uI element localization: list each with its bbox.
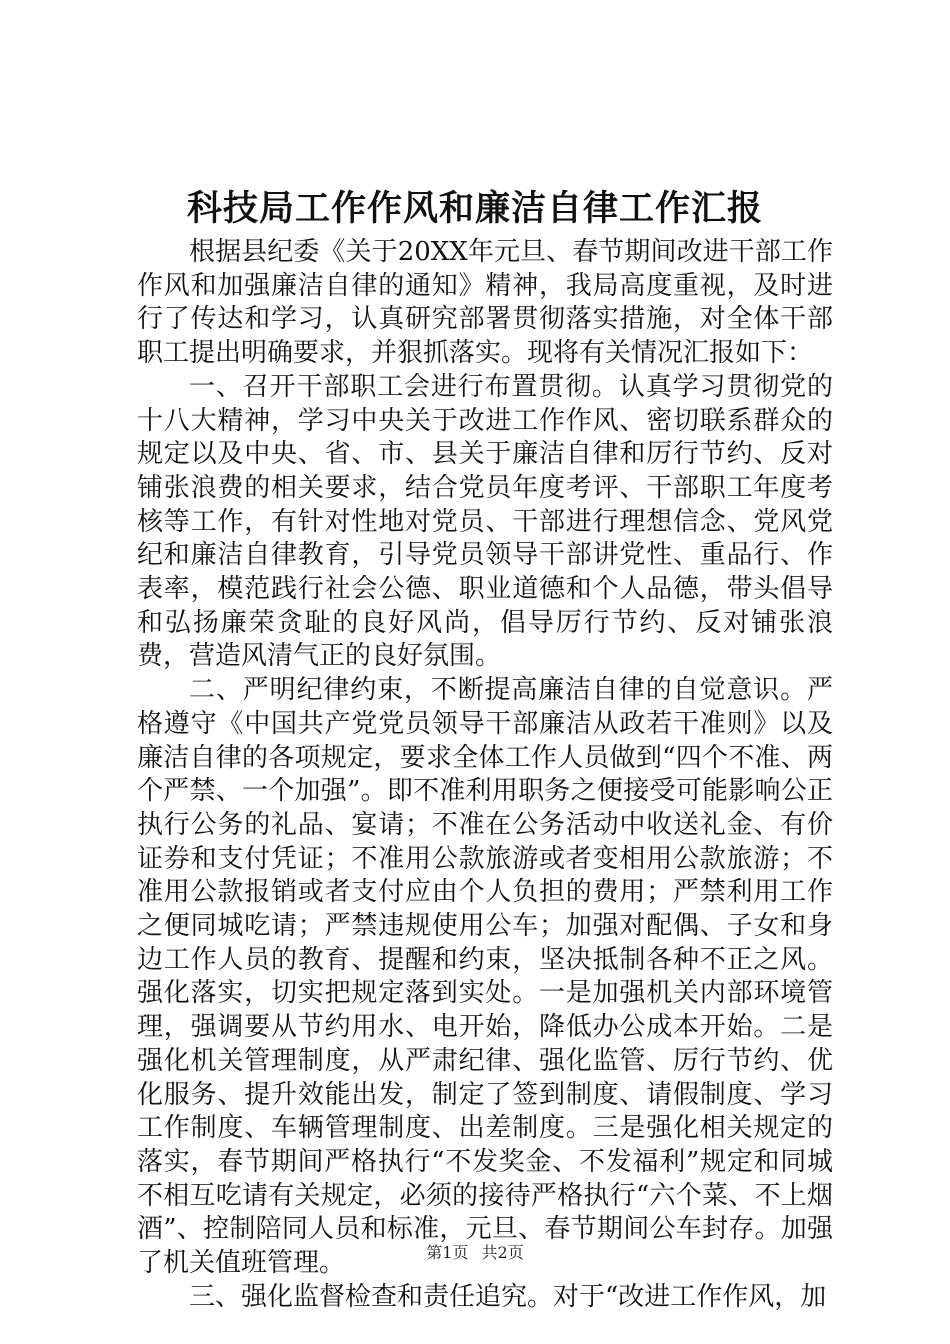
- page-footer: [0, 1242, 950, 1264]
- paragraph-intro: 根据县纪委《关于20XX年元旦、春节期间改进干部工作作风和加强廉洁自律的通知》精神，我局高度重视，及时进行了传达和学习，认真研究部署贯彻落实措施，对全体干部职工提出明确要求，并狠抓落实。现将有关情况汇报如下：: [137, 237, 833, 369]
- page-number: 第1页: [426, 1243, 469, 1262]
- paragraph-section-1: 一、召开干部职工会进行布置贯彻。认真学习贯彻党的十八大精神，学习中央关于改进工作作风、密切联系群众的规定以及中央、省、市、县关于廉洁自律和厉行节约、反对铺张浪费的相关要求，结合党员年度考评、干部职工年度考核等工作，有针对性地对党员、干部进行理想信念、党风党纪和廉洁自律教育，引导党员领导干部讲党性、重品行、作表率，模范践行社会公德、职业道德和个人品德，带头倡导和弘扬廉荣贪耻的良好风尚，倡导厉行节约、反对铺张浪费，营造风清气正的良好氛围。: [137, 371, 833, 672]
- paragraph-section-3: 三、强化监督检查和责任追究。对于“改进工作作风，加: [189, 1281, 827, 1312]
- paragraph-section-2: 二、严明纪律约束，不断提高廉洁自律的自觉意识。严格遵守《中国共产党党员领导干部廉洁从政若干准则》以及廉洁自律的各项规定，要求全体工作人员做到“四个不准、两个严禁、一个加强”。即不准利用职务之便接受可能影响公正执行公务的礼品、宴请；不准在公务活动中收送礼金、有价证券和支付凭证；不准用公款旅游或者变相用公款旅游；不准用公款报销或者支付应由个人负担的费用；严禁利用工作之便同城吃请；严禁违规使用公车；加强对配偶、子女和身边工作人员的教育、提醒和约束，坚决抵制各种不正之风。强化落实，切实把规定落到实处。一是加强机关内部环境管理，强调要从节约用水、电开始，降低办公成本开始。二是强化机关管理制度，从严肃纪律、强化监管、厉行节约、优化服务、提升效能出发，制定了签到制度、请假制度、学习工作制度、车辆管理制度、出差制度。三是强化相关规定的落实，春节期间严格执行“不发奖金、不发福利”规定和同城不相互吃请有关规定，必须的接待严格执行“六个菜、不上烟酒”、控制陪同人员和标准，元旦、春节期间公车封存。加强了机关值班管理。: [137, 675, 833, 1279]
- page-total: 共2页: [481, 1243, 524, 1262]
- document-body: [137, 236, 833, 1315]
- document-title: 科技局工作作风和廉洁自律工作汇报: [186, 188, 763, 229]
